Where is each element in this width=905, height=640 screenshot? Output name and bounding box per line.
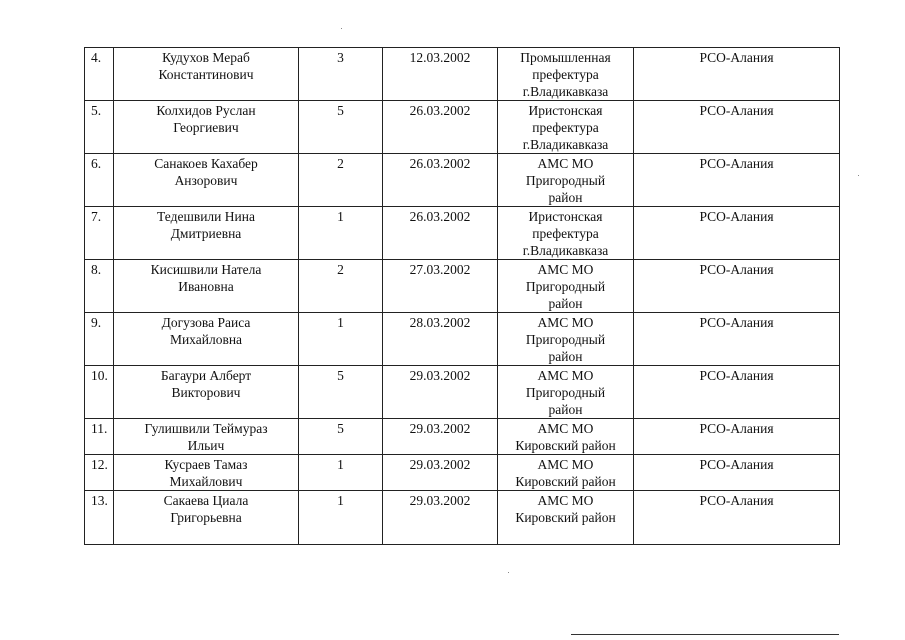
row-number: 9. [85,313,114,366]
table-row [85,366,840,419]
person-name: Догузова Раиса Михайловна [114,313,299,366]
table-row [85,154,840,207]
row-number: 5. [85,101,114,154]
row-number: 10. [85,366,114,419]
organization: АМС МО Кировский район [498,455,634,491]
table-row [85,491,840,545]
scan-speck [341,28,342,29]
organization: АМС МО Кировский район [498,419,634,455]
row-number: 11. [85,419,114,455]
organization: Промышленная префектура г.Владикавказа [498,48,634,101]
organization: АМС МО Кировский район [498,491,634,545]
table-row [85,313,840,366]
organization: АМС МО Пригородный район [498,154,634,207]
row-number: 6. [85,154,114,207]
table-row [85,260,840,313]
region: РСО-Алания [634,101,840,154]
person-name: Гулишвили Теймураз Ильич [114,419,299,455]
organization: Иристонская префектура г.Владикавказа [498,207,634,260]
date: 26.03.2002 [383,101,498,154]
row-number: 13. [85,491,114,545]
date: 26.03.2002 [383,207,498,260]
quantity: 2 [299,260,383,313]
registry-table [84,47,840,545]
organization: АМС МО Пригородный район [498,260,634,313]
person-name: Кусраев Тамаз Михайлович [114,455,299,491]
row-number: 8. [85,260,114,313]
row-number: 7. [85,207,114,260]
person-name: Кисишвили Натела Ивановна [114,260,299,313]
region: РСО-Алания [634,313,840,366]
organization: Иристонская префектура г.Владикавказа [498,101,634,154]
person-name: Колхидов Руслан Георгиевич [114,101,299,154]
region: РСО-Алания [634,154,840,207]
region: РСО-Алания [634,366,840,419]
quantity: 1 [299,455,383,491]
person-name: Санакоев Кахабер Анзорович [114,154,299,207]
table-row [85,101,840,154]
region: РСО-Алания [634,419,840,455]
person-name: Сакаева Циала Григорьевна [114,491,299,545]
date: 28.03.2002 [383,313,498,366]
quantity: 1 [299,313,383,366]
quantity: 5 [299,419,383,455]
organization: АМС МО Пригородный район [498,366,634,419]
quantity: 3 [299,48,383,101]
person-name: Кудухов Мераб Константинович [114,48,299,101]
organization: АМС МО Пригородный район [498,313,634,366]
date: 12.03.2002 [383,48,498,101]
region: РСО-Алания [634,455,840,491]
table-row [85,419,840,455]
quantity: 5 [299,101,383,154]
region: РСО-Алания [634,207,840,260]
person-name: Багаури Алберт Викторович [114,366,299,419]
date: 26.03.2002 [383,154,498,207]
person-name: Тедешвили Нина Дмитриевна [114,207,299,260]
quantity: 5 [299,366,383,419]
quantity: 2 [299,154,383,207]
row-number: 4. [85,48,114,101]
quantity: 1 [299,491,383,545]
table-row [85,455,840,491]
scan-speck [508,572,509,573]
table-row [85,48,840,101]
table-row [85,207,840,260]
footer-rule [571,634,839,635]
region: РСО-Алания [634,491,840,545]
scan-speck [858,175,859,176]
region: РСО-Алания [634,260,840,313]
date: 29.03.2002 [383,366,498,419]
date: 29.03.2002 [383,491,498,545]
date: 27.03.2002 [383,260,498,313]
date: 29.03.2002 [383,419,498,455]
region: РСО-Алания [634,48,840,101]
date: 29.03.2002 [383,455,498,491]
row-number: 12. [85,455,114,491]
quantity: 1 [299,207,383,260]
